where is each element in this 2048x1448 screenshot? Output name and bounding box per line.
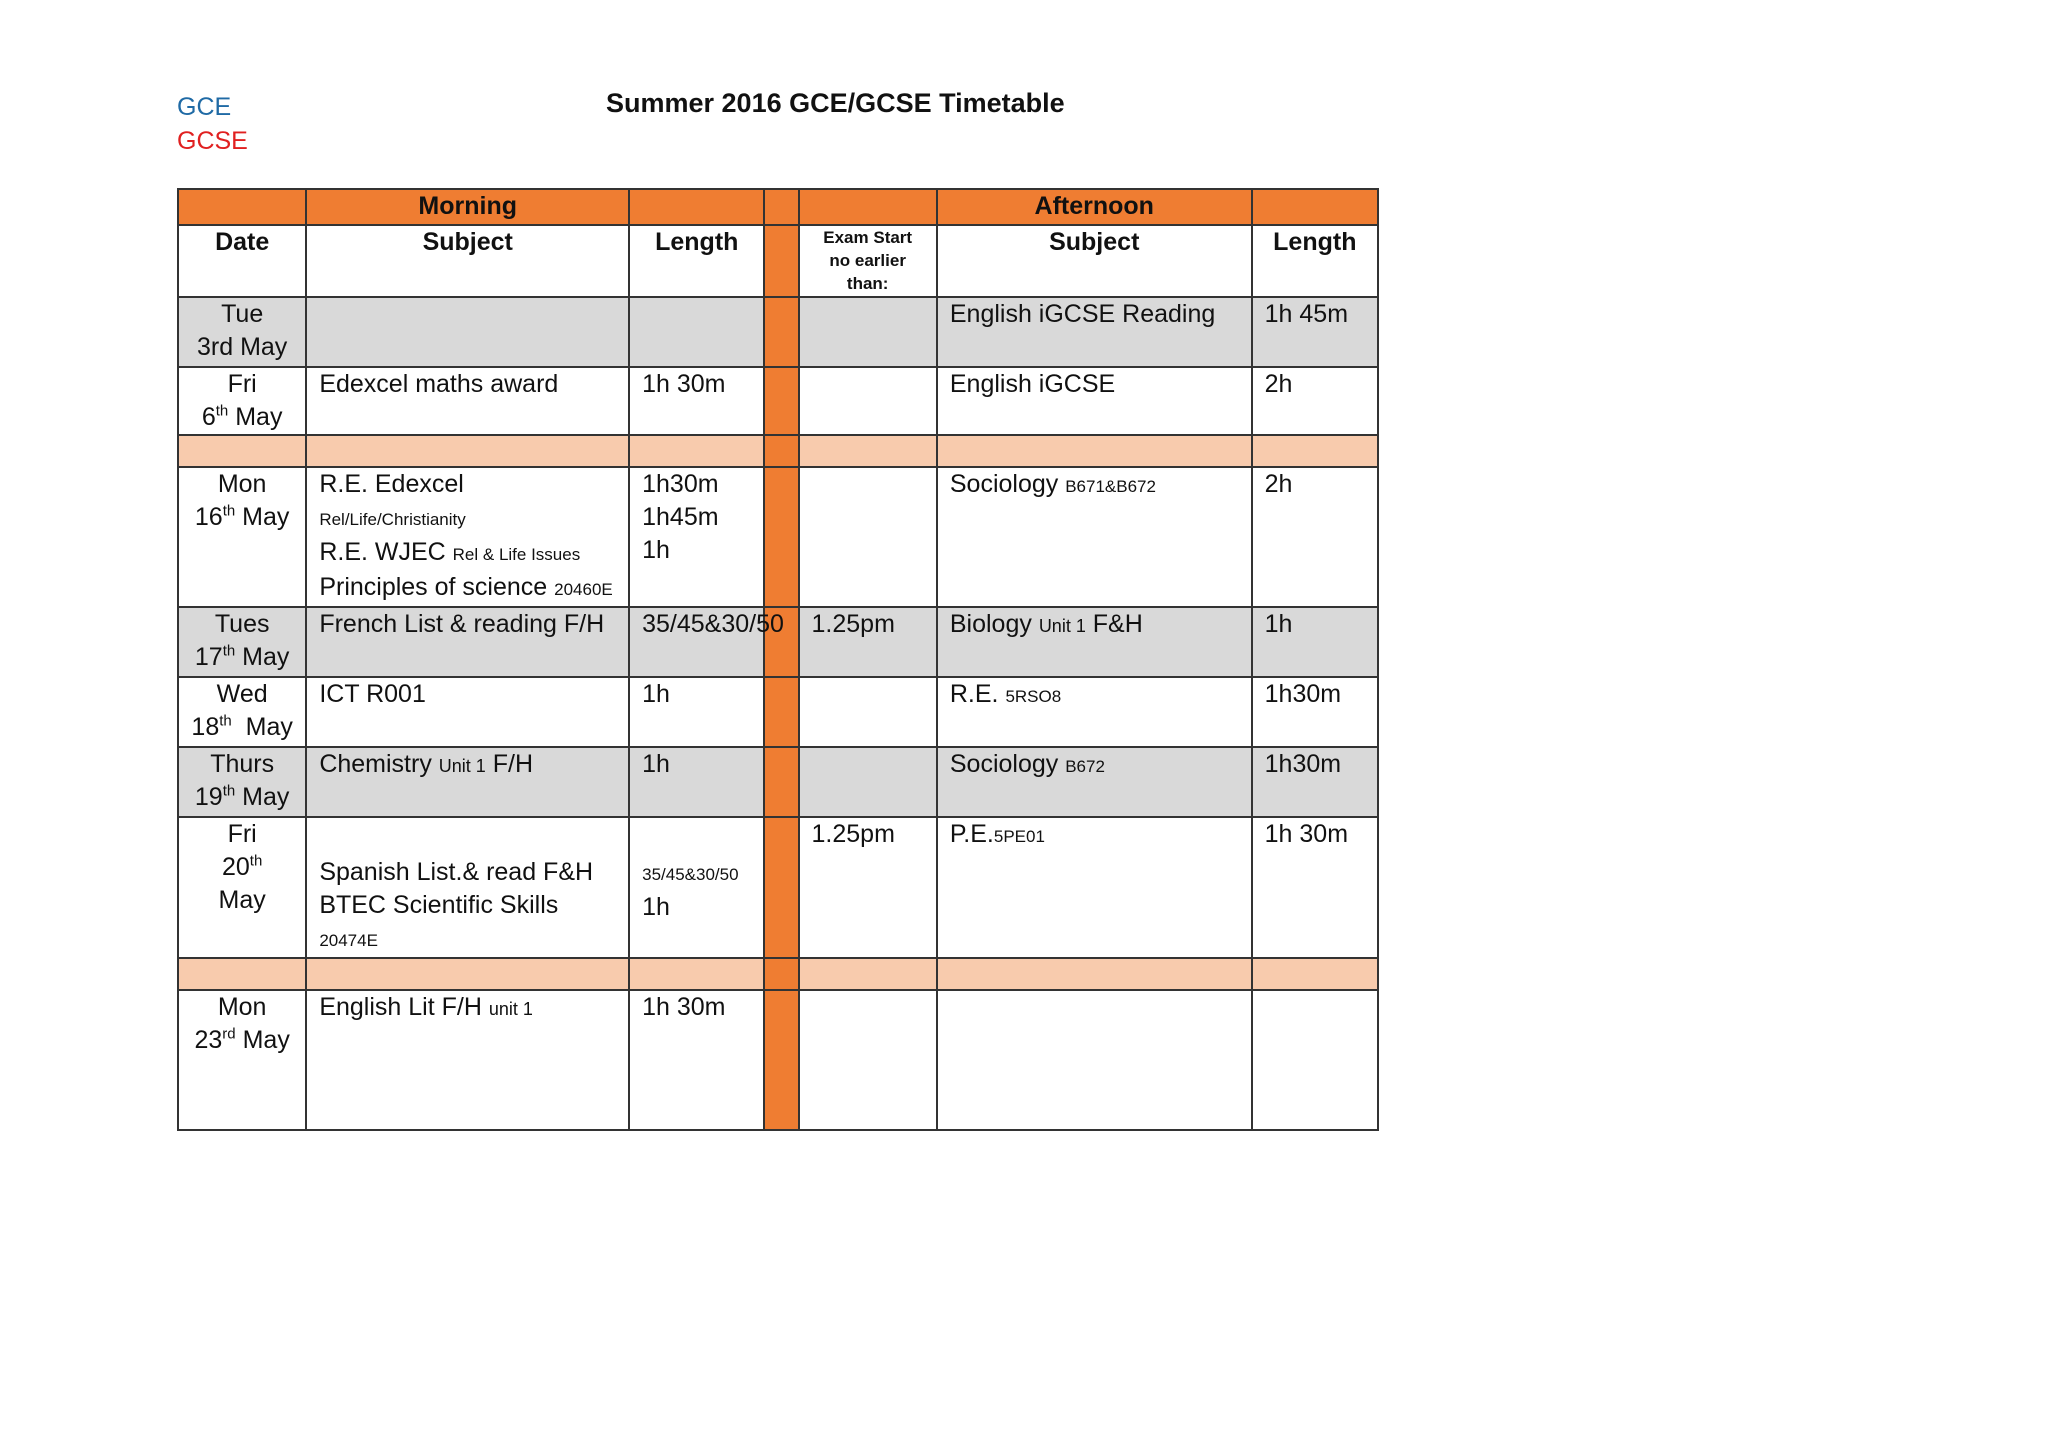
date-cell: Fri 6th May (178, 367, 306, 435)
am-length: 35/45&30/50 (629, 607, 764, 677)
pm-subject: English iGCSE (937, 367, 1252, 435)
am-length: 1h (629, 677, 764, 747)
pm-subject: Sociology B671&B672 (937, 467, 1252, 607)
date-cell: Mon 16th May (178, 467, 306, 607)
exam-start: 1.25pm (799, 817, 937, 958)
am-subject: Chemistry Unit 1 F/H (306, 747, 629, 817)
col-date: Date (178, 225, 306, 297)
pm-subject: R.E. 5RSO8 (937, 677, 1252, 747)
legend-gcse: GCSE (177, 127, 248, 155)
week-divider (178, 958, 1378, 990)
morning-label: Morning (306, 189, 629, 225)
col-subject-pm: Subject (937, 225, 1252, 297)
date-cell: Wed 18th May (178, 677, 306, 747)
exam-start: 1.25pm (799, 607, 937, 677)
am-length: 1h30m 1h45m 1h (629, 467, 764, 607)
am-length: 35/45&30/50 1h (629, 817, 764, 958)
pm-subject: Biology Unit 1 F&H (937, 607, 1252, 677)
week-divider (178, 435, 1378, 467)
am-subject: English Lit F/H unit 1 (306, 990, 629, 1130)
date-cell: Mon 23rd May (178, 990, 306, 1130)
date-cell: Tues 17th May (178, 607, 306, 677)
timetable (177, 188, 1379, 1131)
pm-length: 1h 45m (1252, 297, 1378, 367)
table-row (178, 367, 1378, 435)
afternoon-label: Afternoon (937, 189, 1252, 225)
pm-length: 1h30m (1252, 677, 1378, 747)
col-subject-am: Subject (306, 225, 629, 297)
am-subject: French List & reading F/H (306, 607, 629, 677)
am-length: 1h 30m (629, 990, 764, 1130)
am-subject: Edexcel maths award (306, 367, 629, 435)
col-exam-start: Exam Start no earlier than: (799, 225, 937, 297)
legend-gce: GCE (177, 93, 232, 121)
table-row (178, 297, 1378, 367)
table-row (178, 747, 1378, 817)
am-subject: ICT R001 (306, 677, 629, 747)
am-subject: R.E. Edexcel Rel/Life/Christianity R.E. WJEC Rel & Life Issues Principles of science 20460E (306, 467, 629, 607)
date-cell: Thurs 19th May (178, 747, 306, 817)
table-row (178, 607, 1378, 677)
legend (177, 90, 248, 158)
pm-length: 2h (1252, 367, 1378, 435)
pm-length: 1h 30m (1252, 817, 1378, 958)
column-header-row (178, 225, 1378, 297)
pm-subject: English iGCSE Reading (937, 297, 1252, 367)
page-title: Summer 2016 GCE/GCSE Timetable (606, 88, 1065, 118)
pm-subject: P.E.5PE01 (937, 817, 1252, 958)
am-length: 1h 30m (629, 367, 764, 435)
am-subject: Spanish List.& read F&H BTEC Scientific Skills 20474E (306, 817, 629, 958)
col-length-am: Length (629, 225, 764, 297)
pm-length: 1h (1252, 607, 1378, 677)
table-row (178, 817, 1378, 958)
pm-subject: Sociology B672 (937, 747, 1252, 817)
pm-length: 2h (1252, 467, 1378, 607)
date-cell: Fri 20th May (178, 817, 306, 958)
table-row (178, 990, 1378, 1130)
am-length: 1h (629, 747, 764, 817)
col-length-pm: Length (1252, 225, 1378, 297)
pm-length: 1h30m (1252, 747, 1378, 817)
table-row (178, 467, 1378, 607)
table-row (178, 677, 1378, 747)
session-header (178, 189, 1378, 225)
date-cell: Tue 3rd May (178, 297, 306, 367)
